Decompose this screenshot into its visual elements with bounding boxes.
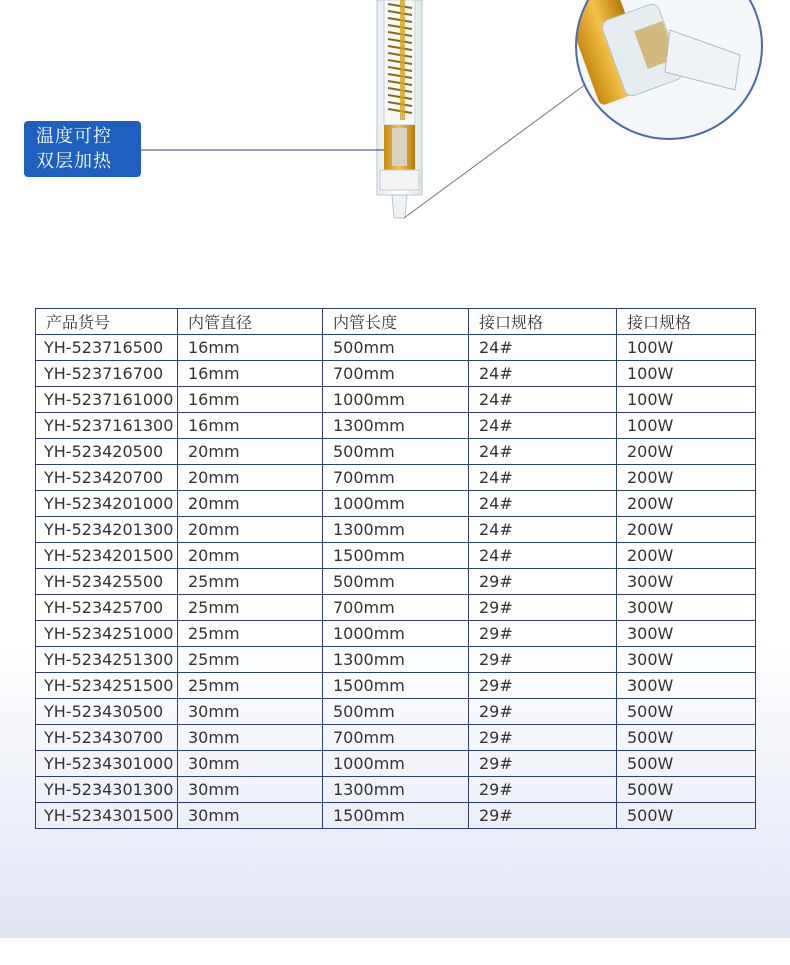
table-cell: 25mm — [178, 569, 323, 595]
table-cell: 700mm — [323, 595, 469, 621]
table-cell: 1000mm — [323, 491, 469, 517]
table-cell: 500mm — [323, 439, 469, 465]
table-cell: 200W — [617, 439, 756, 465]
table-cell: 20mm — [178, 517, 323, 543]
spec-table — [35, 308, 756, 829]
table-cell: 500W — [617, 699, 756, 725]
feature-label-line1: 温度可控 — [36, 126, 112, 147]
table-cell: 1300mm — [323, 647, 469, 673]
table-cell: YH-5234201500 — [36, 543, 178, 569]
table-cell: YH-5234251500 — [36, 673, 178, 699]
table-row — [36, 413, 756, 439]
table-cell: 300W — [617, 621, 756, 647]
header-cell: 接口规格 — [469, 309, 617, 335]
table-cell: 30mm — [178, 725, 323, 751]
table-cell: 20mm — [178, 439, 323, 465]
table-header-row — [36, 309, 756, 335]
table-cell: 200W — [617, 517, 756, 543]
table-row — [36, 517, 756, 543]
table-row — [36, 595, 756, 621]
table-cell: YH-5237161300 — [36, 413, 178, 439]
table-row — [36, 699, 756, 725]
table-row — [36, 361, 756, 387]
table-cell: 20mm — [178, 491, 323, 517]
table-cell: YH-523425700 — [36, 595, 178, 621]
table-cell: 200W — [617, 465, 756, 491]
table-cell: 100W — [617, 413, 756, 439]
table-cell: 24# — [469, 361, 617, 387]
table-row — [36, 647, 756, 673]
table-cell: 30mm — [178, 751, 323, 777]
table-cell: 16mm — [178, 413, 323, 439]
table-cell: YH-523430500 — [36, 699, 178, 725]
table-cell: 16mm — [178, 335, 323, 361]
table-cell: 300W — [617, 647, 756, 673]
table-cell: YH-5234201000 — [36, 491, 178, 517]
table-cell: 16mm — [178, 361, 323, 387]
table-cell: YH-5234201300 — [36, 517, 178, 543]
table-cell: 24# — [469, 465, 617, 491]
table-cell: 500mm — [323, 699, 469, 725]
table-cell: YH-523420700 — [36, 465, 178, 491]
table-cell: 29# — [469, 777, 617, 803]
table-cell: 1000mm — [323, 751, 469, 777]
table-cell: 700mm — [323, 465, 469, 491]
table-cell: 24# — [469, 387, 617, 413]
table-cell: 29# — [469, 699, 617, 725]
table-cell: 24# — [469, 491, 617, 517]
table-cell: 29# — [469, 621, 617, 647]
header-cell: 接口规格 — [617, 309, 756, 335]
header-cell: 内管直径 — [178, 309, 323, 335]
table-cell: 200W — [617, 543, 756, 569]
table-cell: 24# — [469, 335, 617, 361]
feature-label — [24, 121, 141, 177]
table-cell: 100W — [617, 387, 756, 413]
table-cell: 29# — [469, 647, 617, 673]
table-cell: 300W — [617, 595, 756, 621]
table-cell: 30mm — [178, 777, 323, 803]
table-cell: 25mm — [178, 621, 323, 647]
table-row — [36, 751, 756, 777]
table-row — [36, 491, 756, 517]
table-cell: 24# — [469, 543, 617, 569]
table-cell: 1000mm — [323, 621, 469, 647]
table-row — [36, 465, 756, 491]
table-row — [36, 803, 756, 829]
table-cell: YH-5237161000 — [36, 387, 178, 413]
table-row — [36, 777, 756, 803]
feature-label-line2: 双层加热 — [36, 151, 112, 172]
table-cell: 30mm — [178, 699, 323, 725]
table-cell: 29# — [469, 569, 617, 595]
table-row — [36, 673, 756, 699]
table-cell: 24# — [469, 439, 617, 465]
table-row — [36, 621, 756, 647]
table-cell: 1500mm — [323, 803, 469, 829]
header-cell: 内管长度 — [323, 309, 469, 335]
table-row — [36, 569, 756, 595]
table-cell: YH-523425500 — [36, 569, 178, 595]
table-cell: 700mm — [323, 361, 469, 387]
table-cell: 1300mm — [323, 413, 469, 439]
table-cell: 24# — [469, 413, 617, 439]
table-cell: 300W — [617, 569, 756, 595]
table-cell: YH-523430700 — [36, 725, 178, 751]
table-cell: 100W — [617, 361, 756, 387]
table-cell: 500W — [617, 777, 756, 803]
table-cell: 1000mm — [323, 387, 469, 413]
table-cell: YH-5234251000 — [36, 621, 178, 647]
table-cell: YH-5234301000 — [36, 751, 178, 777]
table-row — [36, 439, 756, 465]
header-cell: 产品货号 — [36, 309, 178, 335]
table-body — [36, 335, 756, 829]
table-cell: YH-523716500 — [36, 335, 178, 361]
joint-magnifier — [563, 0, 770, 150]
table-cell: 30mm — [178, 803, 323, 829]
table-cell: 500W — [617, 751, 756, 777]
table-row — [36, 335, 756, 361]
table-cell: 1500mm — [323, 673, 469, 699]
table-cell: 29# — [469, 673, 617, 699]
table-cell: 29# — [469, 725, 617, 751]
table-row — [36, 387, 756, 413]
table-cell: 1300mm — [323, 777, 469, 803]
table-cell: 25mm — [178, 673, 323, 699]
table-cell: 20mm — [178, 465, 323, 491]
table-row — [36, 543, 756, 569]
table-cell: 29# — [469, 595, 617, 621]
table-cell: YH-5234301500 — [36, 803, 178, 829]
table-cell: 25mm — [178, 595, 323, 621]
table-cell: 29# — [469, 803, 617, 829]
table-cell: 24# — [469, 517, 617, 543]
table-cell: YH-5234301300 — [36, 777, 178, 803]
table-row — [36, 725, 756, 751]
table-cell: 500mm — [323, 569, 469, 595]
table-cell: 500mm — [323, 335, 469, 361]
table-cell: YH-5234251300 — [36, 647, 178, 673]
table-cell: 16mm — [178, 387, 323, 413]
table-cell: YH-523420500 — [36, 439, 178, 465]
table-cell: 29# — [469, 751, 617, 777]
table-cell: 1300mm — [323, 517, 469, 543]
table-cell: 25mm — [178, 647, 323, 673]
glass-tube — [377, 0, 422, 218]
table-cell: 500W — [617, 803, 756, 829]
table-cell: YH-523716700 — [36, 361, 178, 387]
table-cell: 20mm — [178, 543, 323, 569]
bottom-strip — [0, 938, 790, 965]
table-cell: 300W — [617, 673, 756, 699]
table-cell: 200W — [617, 491, 756, 517]
table-cell: 700mm — [323, 725, 469, 751]
table-cell: 500W — [617, 725, 756, 751]
table-cell: 1500mm — [323, 543, 469, 569]
table-cell: 100W — [617, 335, 756, 361]
